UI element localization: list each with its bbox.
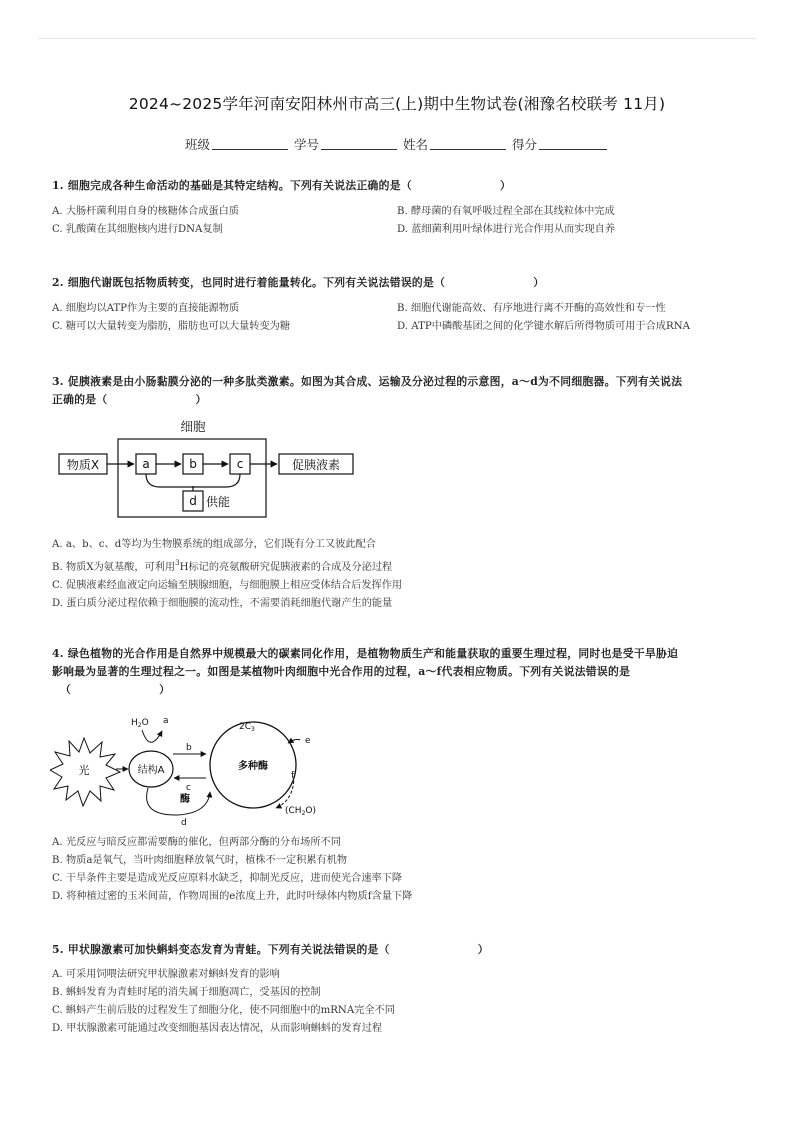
option-d[interactable]: D. 蛋白质分泌过程依赖于细胞膜的流动性，不需要消耗细胞代谢产生的能量 <box>52 598 393 609</box>
question-stem: 5. 甲状腺激素可加快蝌蚪变态发育为青蛙。下列有关说法错误的是（ ） <box>52 943 489 956</box>
carbohydrate-label: $(CH_2O)$ <box>285 806 317 817</box>
light-label: 光 <box>78 764 90 777</box>
score-blank[interactable] <box>539 137 607 150</box>
name-label: 姓名 <box>402 137 428 152</box>
product-c-label: c <box>186 783 191 793</box>
option-b[interactable]: B. 物质X为氨基酸，可利用$^3$H标记的亮氨酸研究促胰液素的合成及分泌过程 <box>52 559 393 573</box>
secretion-diagram <box>50 415 370 525</box>
photosynthesis-diagram <box>50 712 340 830</box>
option-c[interactable]: C. 糖可以大量转变为脂肪，脂肪也可以大量转变为糖 <box>52 321 291 332</box>
options-grid <box>52 300 742 336</box>
option-a[interactable]: A. 细胞均以ATP作为主要的直接能源物质 <box>52 303 240 314</box>
energy-supply-label: 供能 <box>206 495 231 509</box>
isotope-mass-number: 3 <box>175 559 180 567</box>
option-b[interactable]: B. 酵母菌的有氧呼吸过程全部在其线粒体中完成 <box>397 206 615 217</box>
score-label: 得分 <box>511 137 537 152</box>
top-divider <box>38 38 756 39</box>
option-d[interactable]: D. 将种植过密的玉米间苗，作物周围的e浓度上升，此时叶绿体内物质f含量下降 <box>52 891 413 902</box>
question-4-options <box>52 834 742 906</box>
option-a[interactable]: A. 可采用饲喂法研究甲状腺激素对蝌蚪发育的影响 <box>52 969 280 980</box>
student-info-row <box>0 135 794 153</box>
class-blank[interactable] <box>212 137 288 150</box>
organelle-a-label: a <box>142 457 150 471</box>
question-2 <box>52 274 742 336</box>
option-c[interactable]: C. 乳酸菌在其细胞核内进行DNA复制 <box>52 224 223 235</box>
option-d[interactable]: D. 甲状腺激素可能通过改变细胞基因表达情况，从而影响蝌蚪的发育过程 <box>52 1023 383 1034</box>
options-list <box>52 966 742 1038</box>
question-3-options <box>52 536 742 613</box>
product-d-label: d <box>181 818 187 828</box>
secretin-label: 促胰液素 <box>291 458 341 472</box>
organelle-c-label: c <box>236 457 244 471</box>
option-b[interactable]: B. 细胞代谢能高效、有序地进行离不开酶的高效性和专一性 <box>397 303 666 314</box>
option-c[interactable]: C. 促胰液素经血液定向运输至胰腺细胞，与细胞膜上相应受体结合后发挥作用 <box>52 580 403 591</box>
question-4 <box>52 645 742 699</box>
option-d[interactable]: D. ATP中磷酸基团之间的化学键水解后所得物质可用于合成RNA <box>397 321 690 332</box>
page-title: 2024~2025学年河南安阳林州市高三(上)期中生物试卷(湘豫名校联考 11月) <box>128 95 666 113</box>
option-a[interactable]: A. 大肠杆菌利用自身的核糖体合成蛋白质 <box>52 206 240 217</box>
structure-a-label: 结构A <box>137 765 165 776</box>
options-grid <box>52 203 742 239</box>
energy-bracket <box>146 474 240 487</box>
class-label: 班级 <box>184 137 210 152</box>
options-list <box>52 536 742 613</box>
organelle-b-label: b <box>189 457 197 471</box>
substance-e-label: e <box>305 736 311 746</box>
question-stem: 1. 细胞完成各种生命活动的基础是其特定结构。下列有关说法正确的是（ ） <box>52 179 512 192</box>
option-c[interactable]: C. 蝌蚪产生前后肢的过程发生了细胞分化，使不同细胞中的mRNA完全不同 <box>52 1005 395 1016</box>
arrow-d-loop <box>147 788 210 815</box>
student-id-label: 学号 <box>293 137 319 152</box>
product-b-label: b <box>186 743 192 753</box>
question-5 <box>52 941 742 1038</box>
multi-enzyme-label: 多种酶 <box>238 761 268 772</box>
question-stem: 2. 细胞代谢既包括物质转变，也同时进行着能量转化。下列有关说法错误的是（ ） <box>52 276 545 289</box>
name-blank[interactable] <box>430 137 506 150</box>
organelle-d-label: d <box>189 494 197 508</box>
product-a-label: a <box>163 716 169 726</box>
option-b[interactable]: B. 蝌蚪发育为青蛙时尾的消失属于细胞凋亡，受基因的控制 <box>52 987 321 998</box>
substance-f-label: f <box>291 771 295 781</box>
cell-label: 细胞 <box>180 419 206 434</box>
student-id-blank[interactable] <box>321 137 397 150</box>
c3-label: $2C_3$ <box>239 722 255 733</box>
arrow-e <box>288 739 300 743</box>
question-stem: 3. 促胰液素是由小肠黏膜分泌的一种多肽类激素。如图为其合成、运输及分泌过程的示意图，a～d为不同细胞器。下列有关说法 正确的是（ ） <box>52 375 683 406</box>
water-split-arrow <box>142 730 162 742</box>
options-list <box>52 834 742 906</box>
water-label: $H_2O$ <box>131 718 149 729</box>
option-d[interactable]: D. 蓝细菌利用叶绿体进行光合作用从而实现自养 <box>397 224 616 235</box>
question-3 <box>52 373 742 409</box>
question-stem: 4. 绿色植物的光合作用是自然界中规模最大的碳素同化作用，是植物物质生产和能量获取的重要生理过程，同时也是受干旱胁迫 影响最为显著的生理过程之一。如图是某植物叶肉细胞中光合作用的过程，a～f代表相应物质。下列有关说法错误的是 （ ） <box>52 647 679 696</box>
substance-x-label: 物质X <box>66 458 100 472</box>
option-a[interactable]: A. a、b、c、d等均为生物膜系统的组成部分，它们既有分工又彼此配合 <box>52 539 376 550</box>
enzyme-label: 酶 <box>180 794 190 805</box>
question-1 <box>52 177 742 239</box>
option-c[interactable]: C. 干旱条件主要是造成光反应原料水缺乏，抑制光反应，进而使光合速率下降 <box>52 873 403 884</box>
option-b[interactable]: B. 物质a是氧气，当叶肉细胞释放氧气时，植株不一定积累有机物 <box>52 855 348 866</box>
option-a[interactable]: A. 光反应与暗反应都需要酶的催化，但两部分酶的分布场所不同 <box>52 837 341 848</box>
